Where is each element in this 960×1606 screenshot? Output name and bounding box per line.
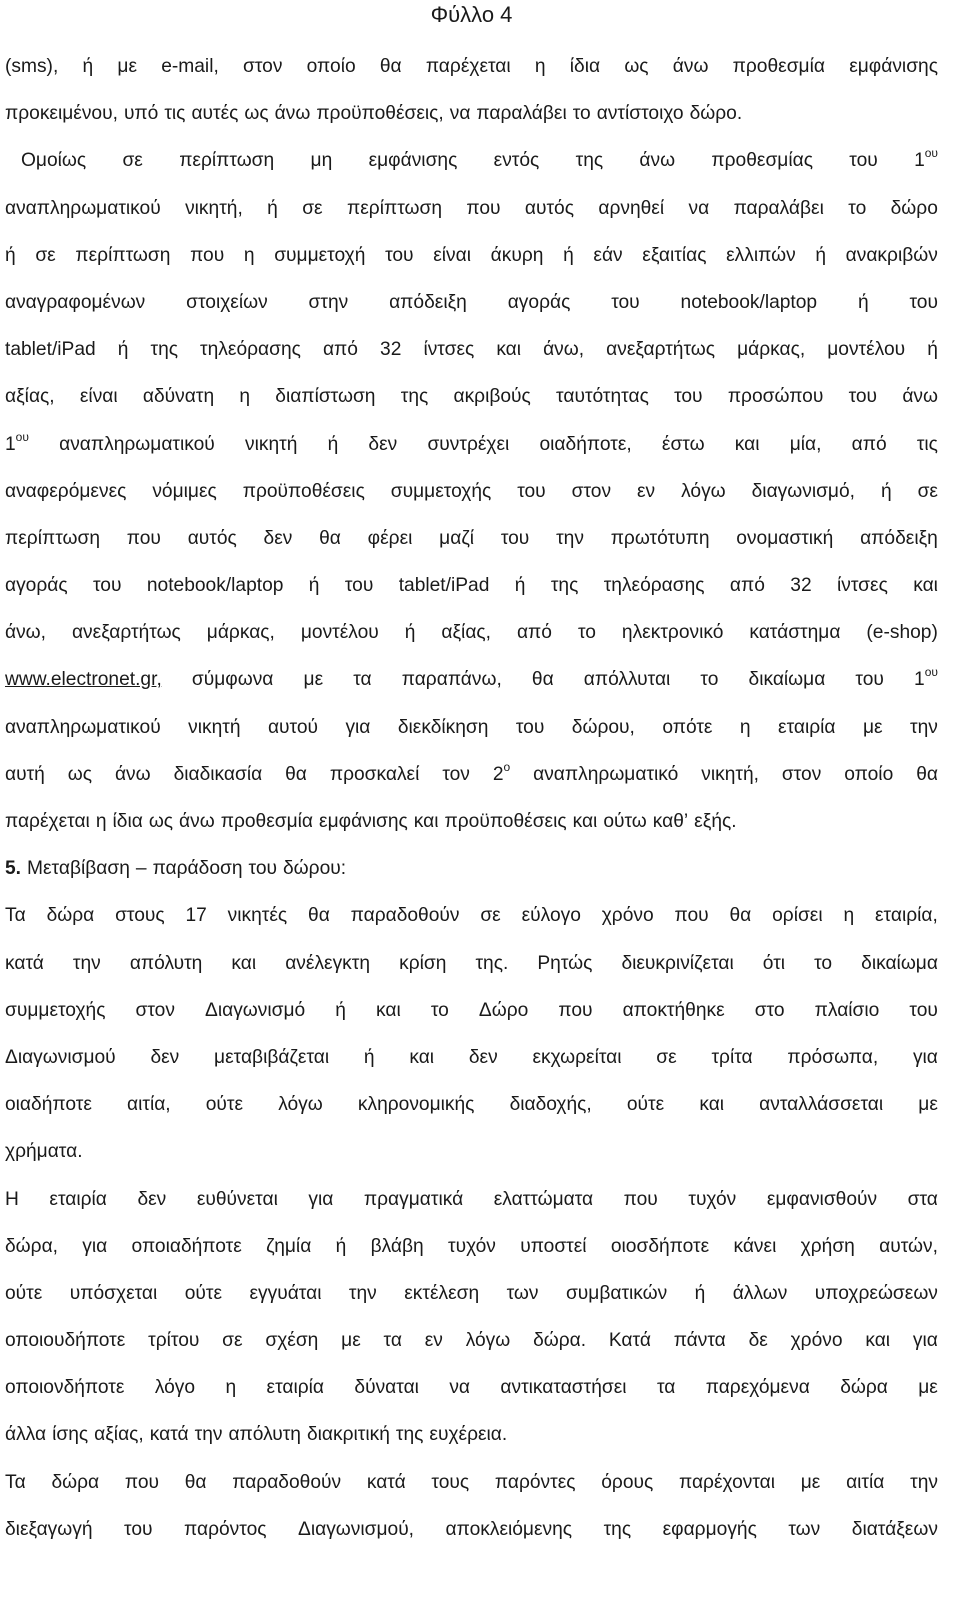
text-line: αγοράς του notebook/laptop ή του tablet/iPad ή της τηλεόρασης από 32 ίντσες και bbox=[5, 575, 938, 597]
text-line: Τα δώρα που θα παραδοθούν κατά τους παρόντες όρους παρέχονται με αιτία την bbox=[5, 1471, 938, 1493]
text-line: Ομοίως σε περίπτωση μη εμφάνισης εντός της άνω προθεσμίας του $1^{o\upsilon}$ bbox=[21, 146, 938, 172]
text-line: 5. Μεταβίβαση – παράδοση του δώρου: bbox=[5, 858, 347, 880]
text-line: άλλα ίσης αξίας, κατά την απόλυτη διακριτική της ευχέρεια. bbox=[5, 1424, 508, 1446]
text-line: Τα δώρα στους 17 νικητές θα παραδοθούν σε εύλογο χρόνο που θα ορίσει η εταιρία, bbox=[5, 905, 938, 927]
text-line: οιαδήποτε αιτία, ούτε λόγω κληρονομικής διαδοχής, ούτε και ανταλλάσσεται με bbox=[5, 1094, 938, 1116]
text-line: Η εταιρία δεν ευθύνεται για πραγματικά ελαττώματα που τυχόν εμφανισθούν στα bbox=[5, 1188, 938, 1210]
text-line: περίπτωση που αυτός δεν θα φέρει μαζί του την πρωτότυπη ονομαστική απόδειξη bbox=[5, 527, 938, 549]
website-link[interactable]: www.electronet.gr, bbox=[5, 669, 162, 691]
text-line: δώρα, για οποιαδήποτε ζημία ή βλάβη τυχόν υποστεί οιοσδήποτε κάνει χρήση αυτών, bbox=[5, 1235, 938, 1257]
body-text bbox=[5, 32, 938, 1541]
text-line: άνω, ανεξαρτήτως μάρκας, μοντέλου ή αξίας, από το ηλεκτρονικό κατάστημα (e-shop) bbox=[5, 622, 938, 644]
text-line: κατά την απόλυτη και ανέλεγκτη κρίση της. Ρητώς διευκρινίζεται ότι το δικαίωμα bbox=[5, 952, 938, 974]
text-line: προκειμένου, υπό τις αυτές ως άνω προϋποθέσεις, να παραλάβει το αντίστοιχο δώρο. bbox=[5, 103, 743, 125]
text-line: tablet/iPad ή της τηλεόρασης από 32 ίντσες και άνω, ανεξαρτήτως μάρκας, μοντέλου ή bbox=[5, 339, 938, 361]
text-line: διεξαγωγή του παρόντος Διαγωνισμού, αποκλειόμενης της εφαρμογής των διατάξεων bbox=[5, 1518, 938, 1540]
text-line: (sms), ή με e-mail, στον οποίο θα παρέχεται η ίδια ως άνω προθεσμία εμφάνισης bbox=[5, 56, 938, 77]
text-line: $1^{o\upsilon}$ αναπληρωματικού νικητή ή δεν συντρέχει οιαδήποτε, έστω και μία, από τις bbox=[5, 429, 938, 455]
text-line: ούτε υπόσχεται ούτε εγγυάται την εκτέλεση των συμβατικών ή άλλων υποχρεώσεων bbox=[5, 1282, 938, 1304]
text-line: αναφερόμενες νόμιμες προϋποθέσεις συμμετοχής του στον εν λόγω διαγωνισμό, ή σε bbox=[5, 480, 938, 502]
section-number: 5. bbox=[5, 858, 22, 880]
text-line: αξίας, είναι αδύνατη η διαπίστωση της ακριβούς ταυτότητας του προσώπου του άνω bbox=[5, 386, 938, 408]
text-line: Διαγωνισμού δεν μεταβιβάζεται ή και δεν εκχωρείται σε τρίτα πρόσωπα, για bbox=[5, 1046, 938, 1068]
text-line: συμμετοχής στον Διαγωνισμό ή και το Δώρο που αποκτήθηκε στο πλαίσιο του bbox=[5, 999, 938, 1021]
text-line: οποιουδήποτε τρίτου σε σχέση με τα εν λόγω δώρα. Κατά πάντα δε χρόνο και για bbox=[5, 1330, 938, 1352]
text-line: αναγραφομένων στοιχείων στην απόδειξη αγοράς του notebook/laptop ή του bbox=[5, 291, 938, 313]
page-title: Φύλλο 4 bbox=[430, 2, 513, 27]
text-line: χρήματα. bbox=[5, 1141, 83, 1163]
text-line: ή σε περίπτωση που η συμμετοχή του είναι άκυρη ή εάν εξαιτίας ελλιπών ή ανακριβών bbox=[5, 244, 938, 266]
text-line: αναπληρωματικού νικητή αυτού για διεκδίκηση του δώρου, οπότε η εταιρία με την bbox=[5, 716, 938, 738]
text-line: αναπληρωματικού νικητή, ή σε περίπτωση που αυτός αρνηθεί να παραλάβει το δώρο bbox=[5, 197, 938, 219]
text-line: www.electronet.gr, σύμφωνα με τα παραπάνω, θα απόλλυται το δικαίωμα του $1^{o\upsilon}$ bbox=[5, 665, 938, 691]
text-line: παρέχεται η ίδια ως άνω προθεσμία εμφάνισης και προϋποθέσεις και ούτω καθ’ εξής. bbox=[5, 811, 737, 832]
text-line: αυτή ως άνω διαδικασία θα προσκαλεί τον $2^o$ αναπληρωματικό νικητή, στον οποίο θα bbox=[5, 759, 938, 785]
text-line: οποιονδήποτε λόγο η εταιρία δύναται να αντικαταστήσει τα παρεχόμενα δώρα με bbox=[5, 1377, 938, 1399]
